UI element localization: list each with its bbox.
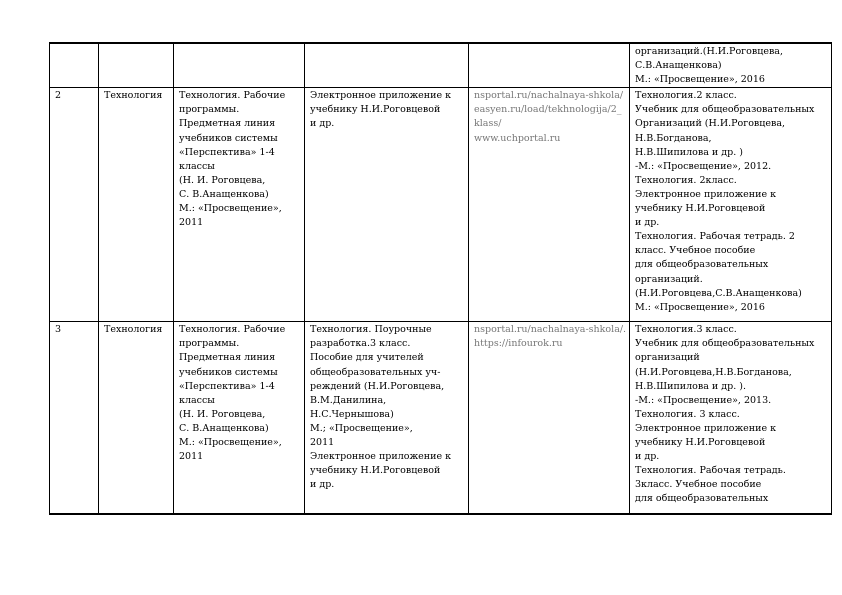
program-cell-line: 2011 — [179, 451, 204, 463]
program-cell-line: учебников системы — [179, 132, 278, 144]
literature-cell-line: Электронное приложение к — [635, 422, 777, 434]
materials-cell-line: Технология. Поурочные — [310, 324, 432, 336]
program-cell-line: М.: «Просвещение», — [179, 203, 282, 215]
subject-cell-text: Технология — [104, 324, 163, 336]
materials-cell-line: 2011 — [310, 437, 335, 449]
program-cell-line: «Перспектива» 1-4 — [179, 380, 275, 392]
literature-cell — [630, 43, 832, 88]
links-cell-line[interactable]: nsportal.ru/nachalnaya-shkola/. — [474, 324, 627, 336]
literature-cell-line: Технология. 2класс. — [635, 174, 737, 186]
literature-cell-line: Технология.2 класс. — [635, 90, 737, 102]
program-cell-line: М.: «Просвещение», — [179, 437, 282, 449]
program-cell-line: Предметная линия — [179, 352, 276, 364]
literature-cell-line: класс. Учебное пособие — [635, 245, 756, 257]
materials-cell — [305, 322, 469, 514]
program-cell-line: учебников системы — [179, 366, 278, 378]
subject-cell — [99, 322, 174, 514]
table-row — [50, 322, 832, 514]
literature-cell-line: -М.: «Просвещение», 2013. — [635, 394, 772, 406]
literature-cell-line: -М.: «Просвещение», 2012. — [635, 160, 772, 172]
subject-cell — [99, 43, 174, 88]
materials-cell — [305, 43, 469, 88]
table-row — [50, 88, 832, 322]
literature-cell-line: (Н.И.Роговцева,Н.В.Богданова, — [635, 366, 792, 378]
materials-cell-line: учебнику Н.И.Роговцевой — [310, 465, 441, 477]
literature-cell-line: М.: «Просвещение», 2016 — [635, 301, 765, 313]
materials-cell-line: Н.С.Чернышова) — [310, 408, 394, 420]
literature-cell-line: Технология. 3 класс. — [635, 408, 740, 420]
literature-cell-line: для общеобразовательных — [635, 493, 769, 505]
program-cell-line: «Перспектива» 1-4 — [179, 146, 275, 158]
program-cell-line: (Н. И. Роговцева, — [179, 408, 266, 420]
curriculum-table — [49, 42, 832, 515]
links-cell — [469, 88, 630, 322]
literature-cell-line: Н.В.Богданова, — [635, 132, 712, 144]
literature-cell-line: 3класс. Учебное пособие — [635, 479, 762, 491]
program-cell-line: Технология. Рабочие — [179, 90, 286, 102]
program-cell-line: классы — [179, 160, 215, 172]
materials-cell-line: и др. — [310, 118, 335, 130]
row-number-cell — [50, 43, 99, 88]
links-cell-line[interactable]: easyen.ru/load/tekhnologija/2_ — [474, 104, 622, 116]
links-cell-line[interactable]: klass/ — [474, 118, 502, 130]
subject-cell-text: Технология — [104, 90, 163, 102]
literature-cell — [630, 322, 832, 514]
literature-cell-line: Учебник для общеобразовательных — [635, 338, 815, 350]
materials-cell-line: учебнику Н.И.Роговцевой — [310, 104, 441, 116]
table-row — [50, 43, 832, 88]
materials-cell-line: и др. — [310, 479, 335, 491]
literature-cell-line: организаций.(Н.И.Роговцева, — [635, 46, 783, 57]
program-cell-line: 2011 — [179, 217, 204, 229]
literature-cell-line: организаций — [635, 352, 700, 364]
links-cell — [469, 322, 630, 514]
program-cell-line: программы. — [179, 104, 240, 116]
literature-cell-line: (Н.И.Роговцева,С.В.Анащенкова) — [635, 287, 802, 299]
row-number-cell-text: 3 — [55, 324, 62, 336]
literature-cell-line: С.В.Анащенкова) — [635, 60, 722, 72]
materials-cell-line: Электронное приложение к — [310, 451, 452, 463]
program-cell — [174, 88, 305, 322]
table-body — [50, 43, 832, 514]
program-cell-line: Предметная линия — [179, 118, 276, 130]
literature-cell-line: М.: «Просвещение», 2016 — [635, 74, 765, 86]
materials-cell-line: реждений (Н.И.Роговцева, — [310, 380, 445, 392]
program-cell-line: классы — [179, 394, 215, 406]
links-cell-line[interactable]: https://infourok.ru — [474, 338, 563, 350]
materials-cell-line: В.М.Данилина, — [310, 394, 387, 406]
literature-cell-line: Технология.3 класс. — [635, 324, 737, 336]
literature-cell-line: и др. — [635, 217, 660, 229]
literature-cell-line: Учебник для общеобразовательных — [635, 104, 815, 116]
literature-cell-line: Организаций (Н.И.Роговцева, — [635, 118, 786, 130]
materials-cell-line: Электронное приложение к — [310, 90, 452, 102]
materials-cell-line: Пособие для учителей — [310, 352, 424, 364]
program-cell — [174, 43, 305, 88]
literature-cell-line: Н.В.Шипилова и др. ) — [635, 146, 743, 158]
program-cell-line: С. В.Анащенкова) — [179, 188, 269, 200]
program-cell-line: программы. — [179, 338, 240, 350]
row-number-cell — [50, 88, 99, 322]
literature-cell-line: для общеобразовательных — [635, 259, 769, 271]
materials-cell-line: общеобразовательных уч- — [310, 366, 441, 378]
literature-cell-line: Электронное приложение к — [635, 188, 777, 200]
program-cell-line: Технология. Рабочие — [179, 324, 286, 336]
literature-cell-line: и др. — [635, 451, 660, 463]
row-number-cell — [50, 322, 99, 514]
links-cell — [469, 43, 630, 88]
row-number-cell-text: 2 — [55, 90, 62, 102]
literature-cell-line: учебнику Н.И.Роговцевой — [635, 437, 766, 449]
literature-cell-line: Технология. Рабочая тетрадь. — [635, 465, 786, 477]
subject-cell — [99, 88, 174, 322]
materials-cell-line: разработка.3 класс. — [310, 338, 411, 350]
literature-cell-line: Технология. Рабочая тетрадь. 2 — [635, 231, 795, 243]
literature-cell — [630, 88, 832, 322]
literature-cell-line: Н.В.Шипилова и др. ). — [635, 380, 746, 392]
literature-cell-line: учебнику Н.И.Роговцевой — [635, 203, 766, 215]
literature-cell-line: организаций. — [635, 273, 703, 285]
program-cell-line: С. В.Анащенкова) — [179, 422, 269, 434]
program-cell — [174, 322, 305, 514]
links-cell-line[interactable]: www.uchportal.ru — [474, 132, 561, 144]
links-cell-line[interactable]: nsportal.ru/nachalnaya-shkola/ — [474, 90, 624, 102]
program-cell-line: (Н. И. Роговцева, — [179, 174, 266, 186]
materials-cell — [305, 88, 469, 322]
materials-cell-line: М.; «Просвещение», — [310, 422, 413, 434]
